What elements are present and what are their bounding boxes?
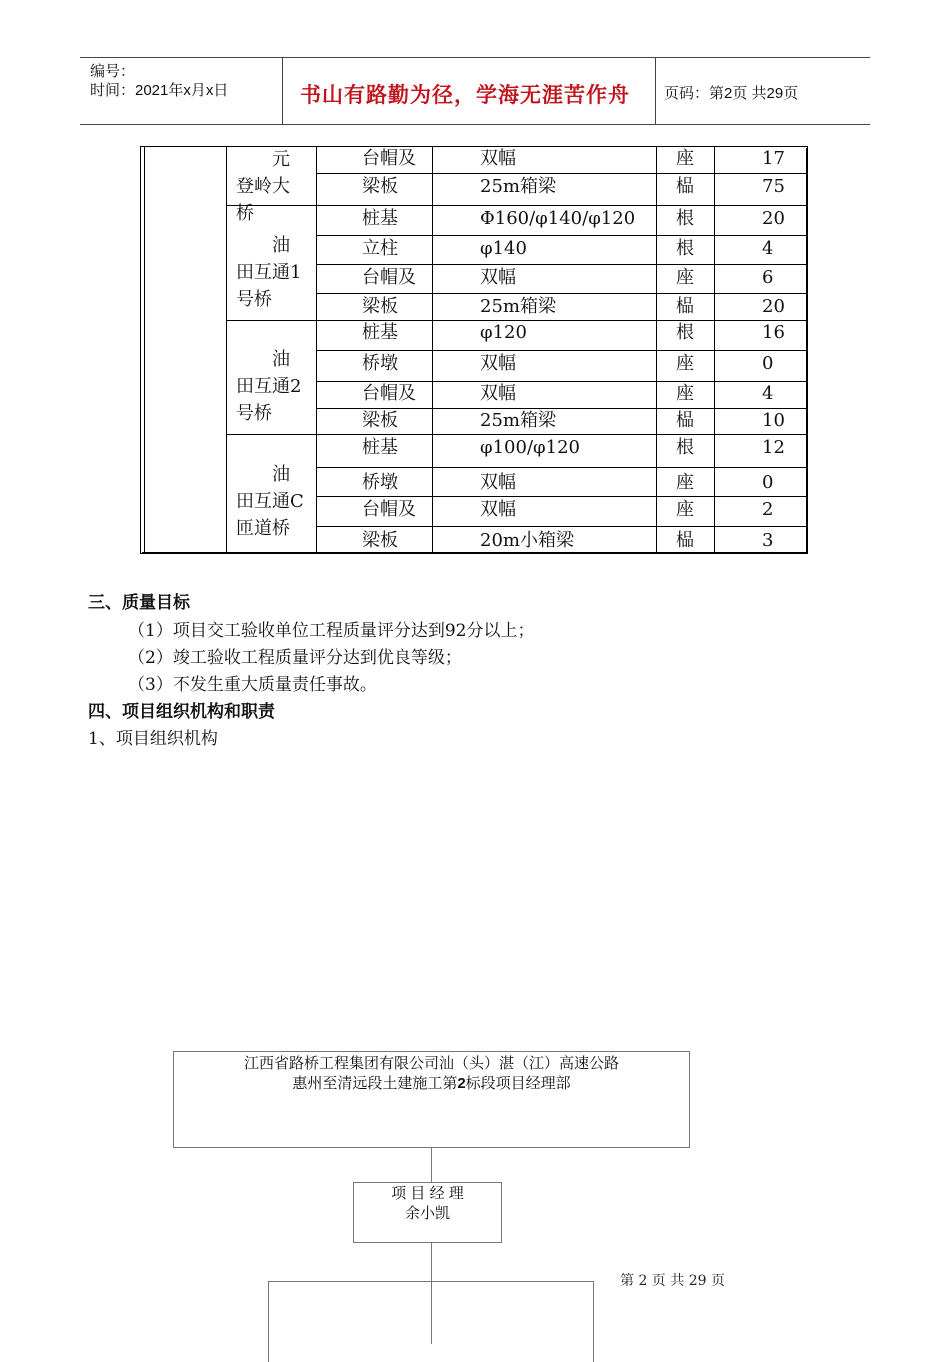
bridge-quantity-table: [140, 146, 808, 554]
quality-section-title: 三、质量目标: [88, 593, 190, 613]
cell-unit: 根: [676, 322, 694, 343]
cell-qty: 2: [762, 499, 774, 520]
bridge-name-cell: [236, 346, 314, 427]
header-divider-right: [655, 58, 656, 124]
cell-qty: 10: [762, 410, 785, 431]
cell-spec: 双幅: [480, 353, 516, 374]
header-motto: 书山有路勤为径，学海无涯苦作舟: [300, 82, 630, 107]
cell-unit: 座: [676, 499, 694, 520]
cell-unit: 座: [676, 267, 694, 288]
cell-item: 桥墩: [362, 472, 398, 493]
quality-item: （1）项目交工验收单位工程质量评分达到92分以上；: [128, 621, 535, 641]
cell-spec: φ100/φ120: [480, 437, 580, 458]
bridge-name-line: 桥: [236, 203, 254, 224]
col-line-5: [656, 146, 657, 552]
cell-qty: 16: [762, 322, 785, 343]
org-manager-title: 项 目 经 理: [391, 1185, 464, 1202]
col-line-4: [432, 146, 433, 552]
header-top-rule: [80, 57, 870, 58]
cell-unit: 根: [676, 208, 694, 229]
header-time-label: 时间：2021年x月x日: [90, 82, 229, 99]
cell-item: 桥墩: [362, 353, 398, 374]
header-page-info: 页码：第2页 共29页: [664, 85, 799, 102]
bridge-name-cell: [236, 232, 314, 313]
cell-qty: 6: [762, 267, 774, 288]
cell-spec: 25m箱梁: [480, 410, 556, 431]
quality-item: （2）竣工验收工程质量评分达到优良等级；: [128, 648, 462, 668]
cell-item: 桩基: [362, 322, 398, 343]
cell-unit: 榀: [676, 176, 694, 197]
cell-item: 台帽及: [362, 148, 416, 169]
cell-unit: 座: [676, 472, 694, 493]
org-manager-name: 余小凯: [404, 1205, 450, 1222]
col-line-1: [144, 146, 145, 552]
row-line: [316, 467, 806, 468]
cell-spec: φ120: [480, 322, 527, 343]
cell-qty: 0: [762, 472, 774, 493]
cell-unit: 榀: [676, 296, 694, 317]
table-shadow-bottom: [142, 552, 808, 554]
cell-item: 梁板: [362, 530, 398, 551]
cell-spec: 20m小箱梁: [480, 530, 574, 551]
cell-unit: 座: [676, 383, 694, 404]
bridge-name-line: 田互通2: [236, 376, 302, 397]
header-number-label: 编号：: [90, 63, 136, 80]
cell-unit: 榀: [676, 410, 694, 431]
quality-item: （3）不发生重大质量责任事故。: [128, 675, 377, 695]
cell-spec: 双幅: [480, 472, 516, 493]
cell-qty: 12: [762, 437, 785, 458]
org-lower-box: [268, 1281, 594, 1362]
cell-item: 台帽及: [362, 267, 416, 288]
org-top-line2-pre: 惠州至清远段土建施工第: [292, 1075, 458, 1092]
cell-spec: Φ160/φ140/φ120: [480, 208, 636, 229]
cell-unit: 根: [676, 238, 694, 259]
bridge-name-line: 油: [272, 235, 290, 256]
col-line-2: [226, 146, 227, 552]
cell-spec: 双幅: [480, 148, 516, 169]
cell-spec: 25m箱梁: [480, 176, 556, 197]
cell-unit: 座: [676, 353, 694, 374]
header-divider-left: [282, 58, 283, 124]
table-shadow-right: [806, 148, 808, 554]
col-line-3: [316, 146, 317, 552]
bridge-name-line: 田互通C: [236, 491, 304, 512]
bridge-name-line: 匝道桥: [236, 518, 290, 539]
org-section-title: 四、项目组织机构和职责: [88, 702, 275, 722]
cell-qty: 4: [762, 238, 774, 259]
cell-unit: 根: [676, 437, 694, 458]
cell-qty: 75: [762, 176, 785, 197]
cell-unit: 榀: [676, 530, 694, 551]
cell-item: 立柱: [362, 238, 398, 259]
row-line: [316, 173, 806, 174]
cell-spec: φ140: [480, 238, 527, 259]
cell-qty: 0: [762, 353, 774, 374]
bridge-name-line: 油: [272, 349, 290, 370]
cell-qty: 17: [762, 148, 785, 169]
col-line-6: [714, 146, 715, 552]
cell-item: 梁板: [362, 296, 398, 317]
cell-qty: 20: [762, 208, 785, 229]
cell-item: 桩基: [362, 437, 398, 458]
cell-item: 台帽及: [362, 383, 416, 404]
bridge-name-line: 元: [272, 149, 290, 170]
cell-qty: 4: [762, 383, 774, 404]
bridge-name-line: 油: [272, 464, 290, 485]
bridge-name-line: 登岭大: [236, 176, 290, 197]
bridge-name-line: 号桥: [236, 403, 272, 424]
row-line: [316, 293, 806, 294]
cell-spec: 双幅: [480, 383, 516, 404]
org-subsection-title: 1、项目组织机构: [88, 729, 218, 749]
cell-item: 梁板: [362, 410, 398, 431]
footer-page-number: 第 2 页 共 29 页: [620, 1273, 725, 1289]
cell-spec: 25m箱梁: [480, 296, 556, 317]
org-top-line2: [174, 1074, 689, 1094]
row-line: [316, 350, 806, 351]
cell-item: 台帽及: [362, 499, 416, 520]
row-line: [316, 381, 806, 382]
group-line: [226, 320, 806, 321]
bridge-name-cell: [236, 461, 314, 542]
org-top-line2-post: 标段项目经理部: [465, 1075, 571, 1092]
header-bottom-rule: [80, 124, 870, 125]
cell-qty: 20: [762, 296, 785, 317]
org-connector: [431, 1147, 432, 1182]
cell-unit: 座: [676, 148, 694, 169]
bridge-name-cell: [236, 146, 314, 227]
row-line: [316, 526, 806, 527]
cell-qty: 3: [762, 530, 774, 551]
bridge-name-line: 号桥: [236, 289, 272, 310]
row-line: [316, 264, 806, 265]
cell-spec: 双幅: [480, 499, 516, 520]
org-top-box: [173, 1051, 690, 1148]
row-line: [316, 408, 806, 409]
group-line: [226, 434, 806, 435]
org-manager-box: [353, 1182, 502, 1243]
org-top-line1: 江西省路桥工程集团有限公司汕（头）湛（江）高速公路: [243, 1055, 619, 1072]
bridge-name-line: 田互通1: [236, 262, 302, 283]
cell-spec: 双幅: [480, 267, 516, 288]
org-top-line2-num: 2: [457, 1075, 466, 1092]
cell-item: 桩基: [362, 208, 398, 229]
cell-item: 梁板: [362, 176, 398, 197]
row-line: [316, 235, 806, 236]
row-line: [316, 496, 806, 497]
